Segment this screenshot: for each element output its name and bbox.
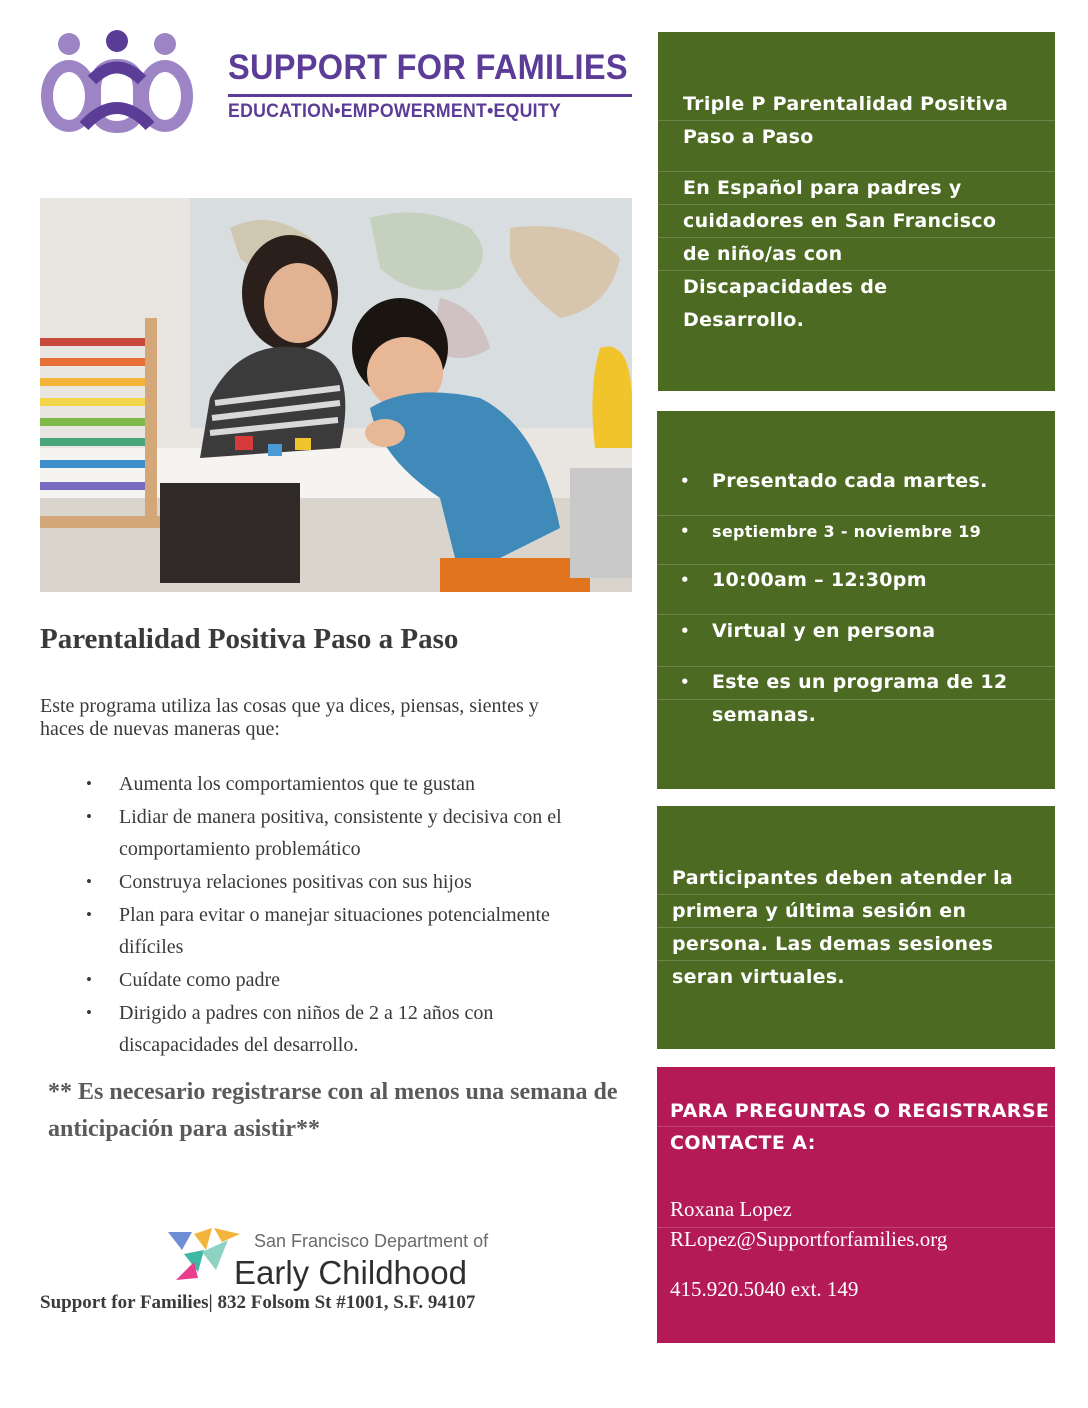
list-item: • Dirigido a padres con niños de 2 a 12 años con discapacidades del desarrollo. (86, 997, 606, 1061)
benefits-list (86, 768, 606, 1062)
audience-line: cuidadores en San Francisco (683, 210, 997, 232)
logo-divider (228, 94, 632, 97)
program-title-line: Triple P Parentalidad Positiva (683, 93, 1009, 115)
list-item: • Plan para evitar o manejar situaciones potencialmente difíciles (86, 899, 606, 963)
logo-tagline: EDUCATION•EMPOWERMENT•EQUITY (228, 101, 562, 122)
audience-line: Discapacidades de (683, 276, 888, 298)
audience-line: de niño/as con (683, 243, 843, 265)
schedule-box (657, 411, 1055, 789)
support-for-families-logo-icon (38, 30, 198, 134)
logo-title: SUPPORT FOR FAMILIES (228, 48, 628, 87)
program-title-line: Paso a Paso (683, 126, 814, 148)
intro-paragraph: Este programa utiliza las cosas que ya dices, piensas, sientes y haces de nuevas maneras que: (40, 695, 539, 740)
dec-logo-small-text: San Francisco Department of (254, 1231, 489, 1251)
schedule-item: • Este es un programa de 12 semanas. (712, 666, 1045, 732)
schedule-item: • septiembre 3 - noviembre 19 (712, 515, 1045, 548)
schedule-item: • Virtual y en persona (712, 615, 1045, 648)
list-item: • Lidiar de manera positiva, consistente y decisiva con el comportamiento problemático (86, 801, 606, 865)
sf-department-early-childhood-logo-icon (168, 1228, 240, 1286)
contact-phone: 415.920.5040 ext. 149 (670, 1277, 859, 1301)
list-item: • Aumenta los comportamientos que te gustan (86, 768, 606, 800)
attendance-box (657, 806, 1055, 1049)
registration-note: ** Es necesario registrarse con al menos una semana de anticipación para asistir** (48, 1079, 618, 1142)
photo-mother-and-child-icon (40, 198, 632, 592)
footer-address: Support for Families| 832 Folsom St #1001, S.F. 94107 (40, 1292, 476, 1313)
list-item: • Construya relaciones positivas con sus hijos (86, 866, 606, 898)
contact-heading: PARA PREGUNTAS O REGISTRARSE CONTACTE A: (670, 1100, 1050, 1154)
audience-line: Desarrollo. (683, 309, 805, 331)
contact-box (657, 1067, 1055, 1343)
program-title-box (658, 32, 1055, 391)
schedule-item: • Presentado cada martes. (712, 465, 1045, 498)
schedule-item: • 10:00am – 12:30pm (712, 564, 1045, 597)
contact-name: Roxana Lopez (670, 1197, 792, 1221)
contact-email-link[interactable]: RLopez@Supportforfamilies.org (670, 1227, 948, 1251)
audience-line: En Español para padres y (683, 177, 962, 199)
page-heading: Parentalidad Positiva Paso a Paso (40, 623, 459, 655)
list-item: • Cuídate como padre (86, 964, 606, 996)
attendance-text: Participantes deben atender la primera y última sesión en persona. Las demas sesiones seran virtuales. (672, 867, 1014, 988)
dec-logo-big-text: Early Childhood (234, 1254, 467, 1291)
